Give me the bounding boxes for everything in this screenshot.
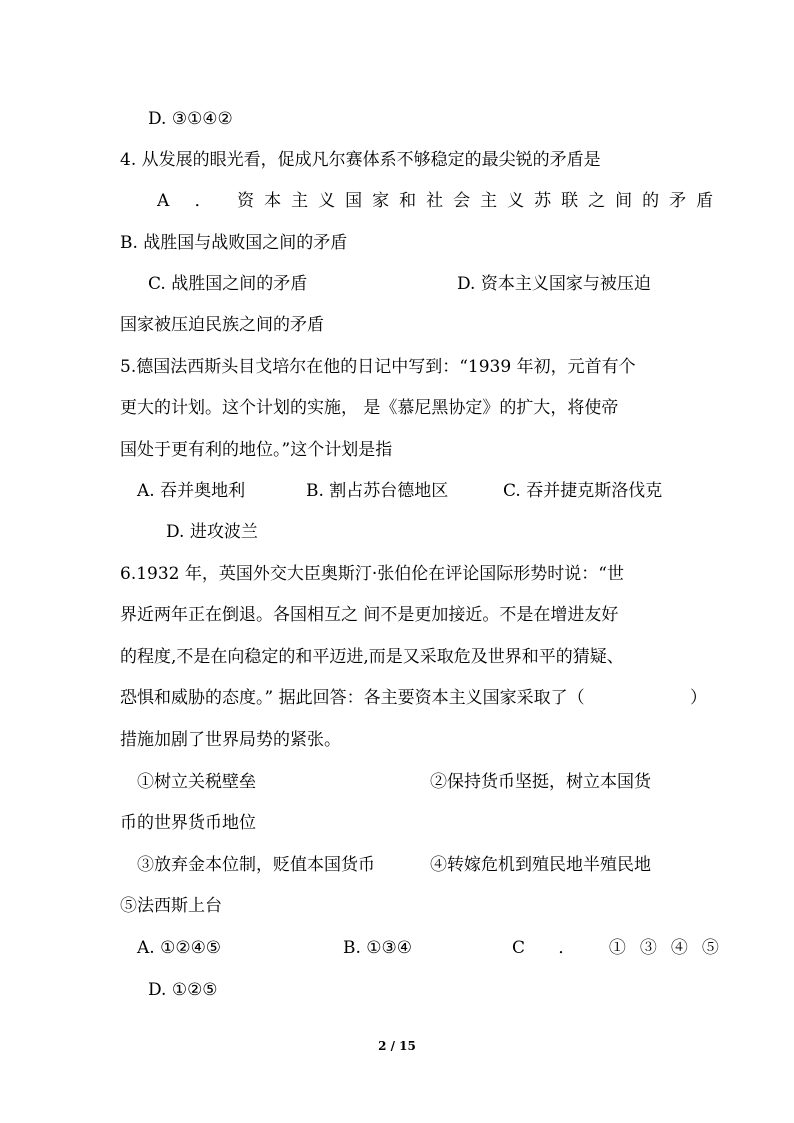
q4-option-a: A ． 资本主义国家和社会主义苏联之间的矛盾 — [157, 191, 724, 211]
q5-stem-line2: 更大的计划。这个计划的实施， 是《慕尼黑协定》的扩大，将使帝 — [120, 398, 619, 418]
q4-option-b: B. 战胜国与战败国之间的矛盾 — [120, 233, 348, 253]
q6-item-4: ④转嫁危机到殖民地半殖民地 — [430, 855, 651, 875]
q5-option-c: C. 吞并捷克斯洛伐克 — [503, 481, 663, 501]
q5-option-b: B. 割占苏台德地区 — [306, 481, 449, 501]
q4-option-d-cont: 国家被压迫民族之间的矛盾 — [120, 315, 324, 335]
q6-item-1: ①树立关税壁垒 — [137, 772, 256, 792]
page-number: 2 / 15 — [378, 1039, 416, 1053]
q5-option-d: D. 进攻波兰 — [166, 522, 258, 542]
q4-option-d: D. 资本主义国家与被压迫 — [457, 274, 651, 294]
q3-option-d: D. ③①④② — [148, 109, 233, 129]
q6-item-2-cont: 币的世界货币地位 — [120, 813, 256, 833]
q6-item-5: ⑤法西斯上台 — [120, 896, 222, 916]
q5-stem-line1: 5.德国法西斯头目戈培尔在他的日记中写到：“1939 年初，元首有个 — [120, 357, 636, 377]
q6-option-c: C ． ①③④⑤ — [512, 938, 733, 958]
q6-item-3: ③放弃金本位制，贬值本国货币 — [137, 855, 375, 875]
q6-stem-line2: 界近两年正在倒退。各国相互之 间不是更加接近。不是在增进友好 — [120, 605, 619, 625]
q6-answer-bracket-close: ） — [690, 688, 707, 708]
q5-option-a: A. 吞并奥地利 — [137, 481, 246, 501]
q6-stem-line3: 的程度,不是在向稳定的和平迈进,而是又采取危及世界和平的猜疑、 — [120, 647, 624, 667]
q6-stem-line1: 6.1932 年，英国外交大臣奥斯汀·张伯伦在评论国际形势时说：“世 — [120, 564, 624, 584]
q6-stem-line4: 恐惧和威胁的态度。” 据此回答：各主要资本主义国家采取了（ — [120, 688, 585, 708]
q5-stem-line3: 国处于更有利的地位。”这个计划是指 — [120, 440, 393, 460]
q6-option-b: B. ①③④ — [343, 938, 413, 958]
q6-option-d: D. ①②⑤ — [148, 980, 218, 1000]
q4-option-c: C. 战胜国之间的矛盾 — [148, 274, 308, 294]
q4-stem: 4. 从发展的眼光看，促成凡尔赛体系不够稳定的最尖锐的矛盾是 — [120, 150, 601, 170]
q6-stem-line5: 措施加剧了世界局势的紧张。 — [120, 730, 341, 750]
q6-option-a: A. ①②④⑤ — [137, 938, 222, 958]
q6-item-2: ②保持货币坚挺，树立本国货 — [430, 772, 651, 792]
